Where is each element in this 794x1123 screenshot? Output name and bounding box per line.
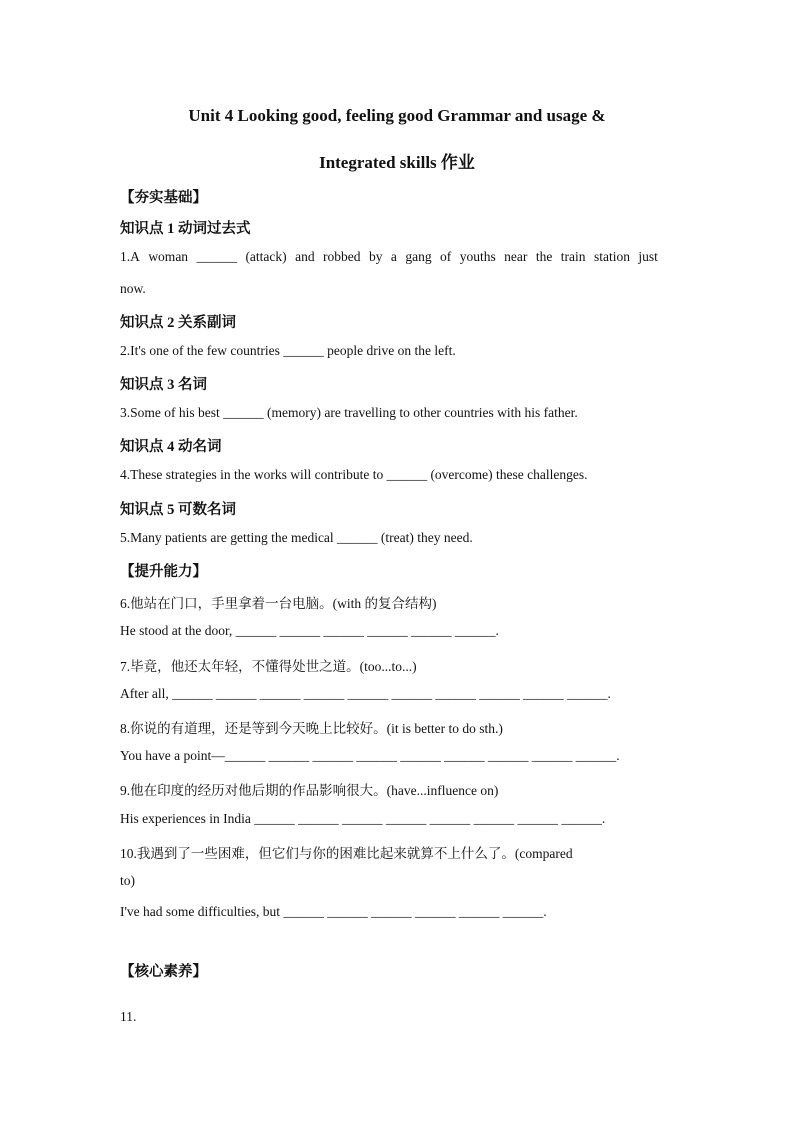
question-7-prompt: 7.毕竟，他还太年轻，不懂得处世之道。(too...to...) bbox=[120, 659, 417, 674]
question-1-word: 1.A bbox=[120, 249, 140, 264]
knowledge-point-5-heading: 知识点 5 可数名词 bbox=[120, 502, 236, 518]
section-heading-improve: 【提升能力】 bbox=[120, 564, 207, 580]
question-1-word: ______ bbox=[196, 249, 237, 264]
question-1-word: woman bbox=[148, 249, 189, 264]
question-5: 5.Many patients are getting the medical ______ (treat) they need. bbox=[120, 530, 473, 545]
knowledge-point-4-heading: 知识点 4 动名词 bbox=[120, 439, 222, 455]
question-1-word: a bbox=[390, 249, 397, 264]
question-1-word: gang bbox=[405, 249, 432, 264]
question-10-prompt: 10.我遇到了一些困难，但它们与你的困难比起来就算不上什么了。(compared bbox=[120, 846, 573, 861]
question-7-answer: After all, ______ ______ ______ ______ ______ ______ ______ ______ ______ ______. bbox=[120, 686, 611, 701]
question-1-word: train bbox=[560, 249, 586, 264]
section-heading-core: 【核心素养】 bbox=[120, 964, 207, 980]
question-1-word: just bbox=[638, 249, 658, 264]
question-1-line-1 bbox=[120, 249, 658, 265]
knowledge-point-1-heading: 知识点 1 动词过去式 bbox=[120, 221, 251, 237]
question-1-word: youths bbox=[459, 249, 496, 264]
question-9-answer: His experiences in India ______ ______ ______ ______ ______ ______ ______ ______. bbox=[120, 811, 606, 826]
question-1-word: the bbox=[535, 249, 553, 264]
question-9-prompt: 9.他在印度的经历对他后期的作品影响很大。(have...influence on) bbox=[120, 783, 499, 798]
question-8-answer: You have a point—______ ______ ______ ______ ______ ______ ______ ______ ______. bbox=[120, 748, 620, 763]
section-heading-basics: 【夯实基础】 bbox=[120, 190, 207, 206]
question-1-word: and bbox=[295, 249, 315, 264]
question-1-word: near bbox=[504, 249, 528, 264]
question-4: 4.These strategies in the works will contribute to ______ (overcome) these challenges. bbox=[120, 467, 588, 482]
question-1-word: robbed bbox=[323, 249, 361, 264]
question-1-word: (attack) bbox=[245, 249, 287, 264]
question-3: 3.Some of his best ______ (memory) are travelling to other countries with his father. bbox=[120, 405, 578, 420]
title-line-2: Integrated skills 作业 bbox=[319, 153, 475, 172]
question-6-prompt: 6.他站在门口，手里拿着一台电脑。(with 的复合结构) bbox=[120, 596, 437, 611]
question-1-word: of bbox=[440, 249, 452, 264]
question-8-prompt: 8.你说的有道理，还是等到今天晚上比较好。(it is better to do sth.) bbox=[120, 721, 503, 736]
question-1-word: by bbox=[368, 249, 383, 264]
question-11: 11. bbox=[120, 1009, 137, 1024]
knowledge-point-2-heading: 知识点 2 关系副词 bbox=[120, 315, 236, 331]
question-10-prompt-continued: to) bbox=[120, 873, 135, 888]
question-1-word: station bbox=[593, 249, 630, 264]
title-line-1: Unit 4 Looking good, feeling good Grammar and usage & bbox=[188, 106, 606, 125]
question-6-answer: He stood at the door, ______ ______ ______ ______ ______ ______. bbox=[120, 623, 499, 638]
question-10-answer: I've had some difficulties, but ______ ______ ______ ______ ______ ______. bbox=[120, 904, 547, 919]
question-2: 2.It's one of the few countries ______ people drive on the left. bbox=[120, 343, 456, 358]
knowledge-point-3-heading: 知识点 3 名词 bbox=[120, 377, 207, 393]
question-1-line-2: now. bbox=[120, 281, 146, 296]
